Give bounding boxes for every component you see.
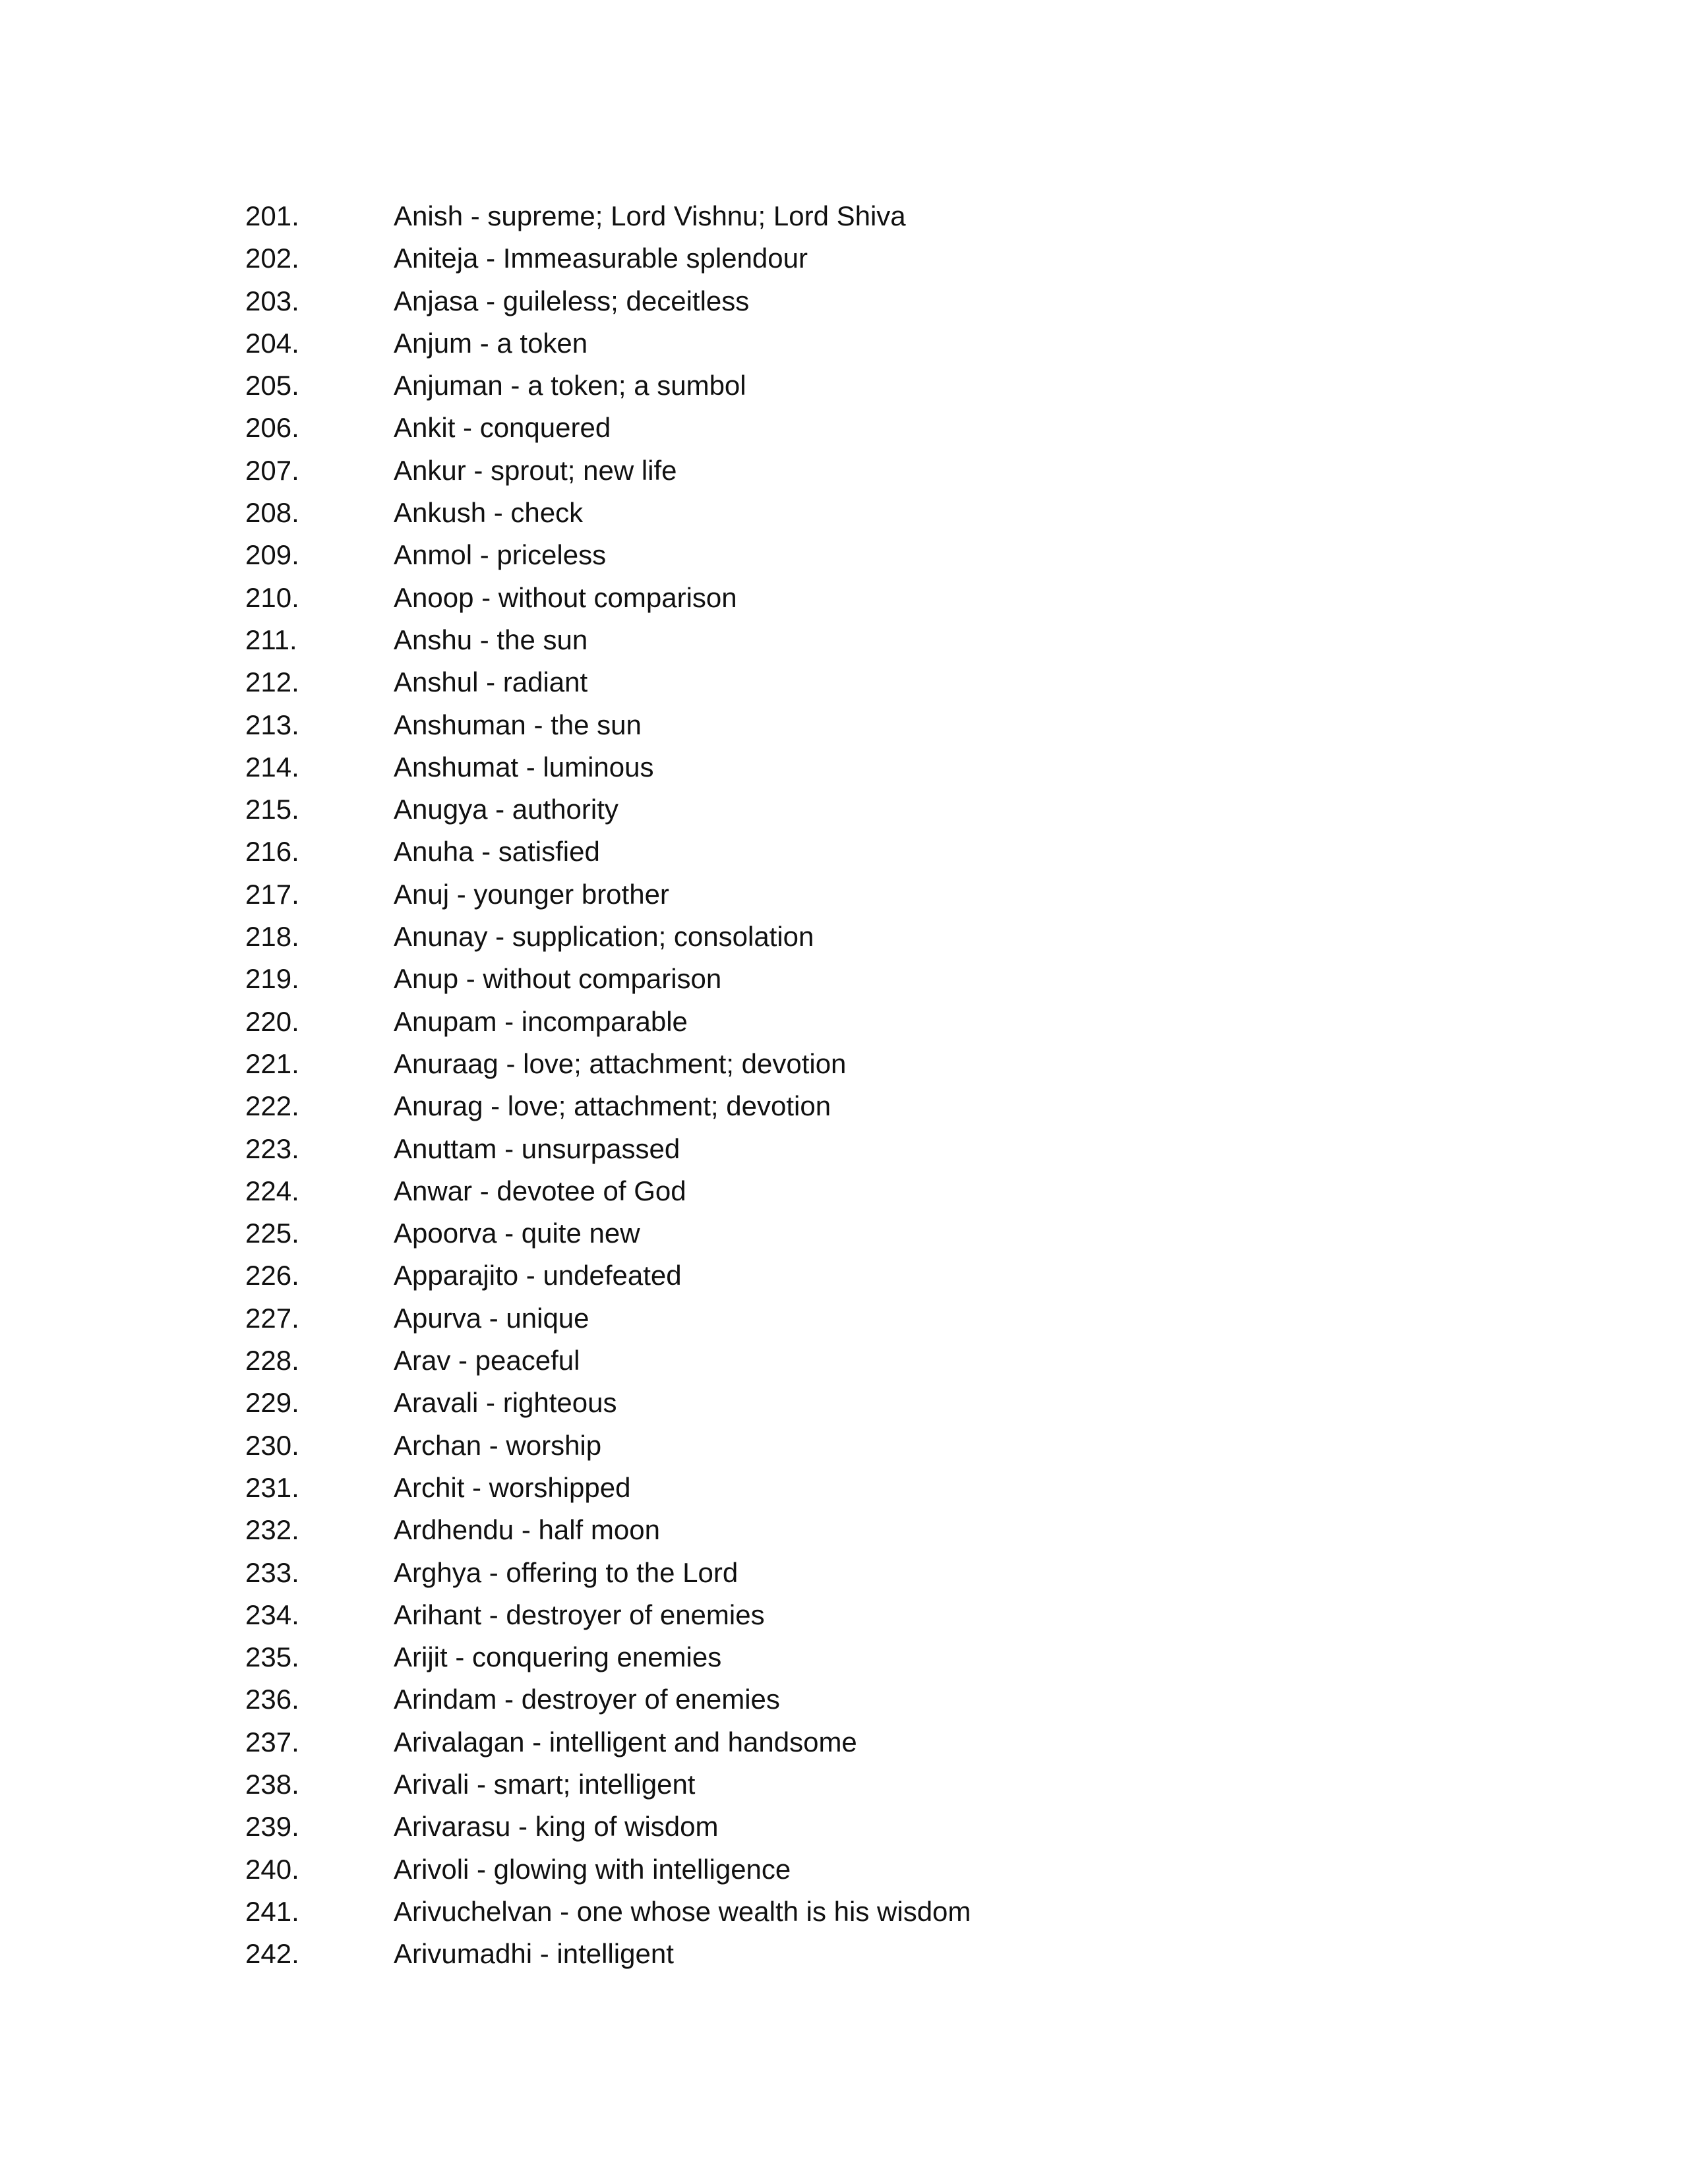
- item-text: Anish - supreme; Lord Vishnu; Lord Shiva: [394, 200, 906, 231]
- list-item: [245, 916, 1498, 958]
- list-item: [245, 1085, 1498, 1127]
- list-item: [245, 831, 1498, 873]
- item-number: 242.: [245, 1938, 299, 1970]
- item-text: Arihant - destroyer of enemies: [394, 1599, 765, 1630]
- item-text: Arivumadhi - intelligent: [394, 1938, 674, 1970]
- item-text: Anwar - devotee of God: [394, 1175, 686, 1206]
- list-item: [245, 237, 1498, 280]
- item-text: Arivoli - glowing with intelligence: [394, 1853, 791, 1885]
- list-item: [245, 1552, 1498, 1594]
- item-number: 203.: [245, 285, 299, 316]
- item-text: Anjum - a token: [394, 327, 588, 359]
- item-text: Ankit - conquered: [394, 412, 611, 444]
- list-item: [245, 450, 1498, 492]
- item-text: Anshuman - the sun: [394, 709, 642, 740]
- item-text: Archit - worshipped: [394, 1471, 631, 1503]
- item-number: 234.: [245, 1599, 299, 1630]
- list-item: [245, 1509, 1498, 1551]
- item-number: 228.: [245, 1345, 299, 1376]
- item-text: Anuraag - love; attachment; devotion: [394, 1048, 847, 1079]
- item-text: Anjasa - guileless; deceitless: [394, 285, 750, 316]
- item-number: 206.: [245, 412, 299, 444]
- list-item: [245, 619, 1498, 661]
- item-number: 241.: [245, 1895, 299, 1927]
- item-number: 214.: [245, 751, 299, 782]
- list-item: [245, 1170, 1498, 1212]
- item-text: Anshumat - luminous: [394, 751, 654, 782]
- item-text: Ankur - sprout; new life: [394, 454, 677, 486]
- item-number: 213.: [245, 709, 299, 740]
- list-item: [245, 280, 1498, 322]
- item-number: 204.: [245, 327, 299, 359]
- item-text: Anuttam - unsurpassed: [394, 1133, 680, 1164]
- list-item: [245, 407, 1498, 449]
- item-text: Arindam - destroyer of enemies: [394, 1684, 780, 1715]
- item-text: Anurag - love; attachment; devotion: [394, 1090, 831, 1122]
- item-number: 233.: [245, 1556, 299, 1588]
- list-item: [245, 1340, 1498, 1382]
- list-item: [245, 1636, 1498, 1678]
- item-number: 202.: [245, 243, 299, 274]
- item-number: 236.: [245, 1684, 299, 1715]
- item-text: Anshu - the sun: [394, 624, 588, 655]
- item-text: Anshul - radiant: [394, 666, 588, 698]
- item-number: 218.: [245, 921, 299, 953]
- item-number: 225.: [245, 1218, 299, 1249]
- list-item: [245, 534, 1498, 576]
- list-item: [245, 1806, 1498, 1848]
- list-item: [245, 661, 1498, 703]
- list-item: [245, 577, 1498, 619]
- list-item: [245, 1043, 1498, 1085]
- item-text: Anjuman - a token; a sumbol: [394, 370, 746, 401]
- list-item: [245, 1678, 1498, 1721]
- list-item: [245, 873, 1498, 916]
- list-item: [245, 1891, 1498, 1933]
- list-item: [245, 1128, 1498, 1170]
- list-item: [245, 195, 1498, 237]
- item-number: 207.: [245, 454, 299, 486]
- item-number: 211.: [245, 624, 297, 655]
- list-item: [245, 1933, 1498, 1975]
- item-text: Anupam - incomparable: [394, 1005, 688, 1037]
- item-text: Arivalagan - intelligent and handsome: [394, 1726, 857, 1757]
- list-item: [245, 1763, 1498, 1806]
- item-number: 222.: [245, 1090, 299, 1122]
- item-text: Anuj - younger brother: [394, 878, 669, 910]
- item-text: Arav - peaceful: [394, 1345, 580, 1376]
- list-item: [245, 1594, 1498, 1636]
- list-item: [245, 492, 1498, 534]
- item-text: Anoop - without comparison: [394, 581, 737, 613]
- item-text: Apparajito - undefeated: [394, 1260, 682, 1291]
- item-text: Arivuchelvan - one whose wealth is his wisdom: [394, 1895, 971, 1927]
- item-text: Apurva - unique: [394, 1302, 589, 1334]
- item-text: Anuha - satisfied: [394, 836, 600, 868]
- list-item: [245, 1467, 1498, 1509]
- item-number: 212.: [245, 666, 299, 698]
- item-number: 223.: [245, 1133, 299, 1164]
- item-text: Ardhendu - half moon: [394, 1514, 660, 1546]
- item-number: 205.: [245, 370, 299, 401]
- item-number: 201.: [245, 200, 299, 231]
- item-text: Arivarasu - king of wisdom: [394, 1811, 719, 1843]
- item-number: 230.: [245, 1429, 299, 1461]
- list-item: [245, 1297, 1498, 1340]
- list-item: [245, 322, 1498, 365]
- item-number: 240.: [245, 1853, 299, 1885]
- item-text: Aniteja - Immeasurable splendour: [394, 243, 808, 274]
- item-number: 231.: [245, 1471, 299, 1503]
- item-number: 239.: [245, 1811, 299, 1843]
- item-number: 217.: [245, 878, 299, 910]
- item-text: Aravali - righteous: [394, 1387, 617, 1419]
- list-item: [245, 1254, 1498, 1297]
- name-list: [245, 195, 1498, 1975]
- item-text: Anugya - authority: [394, 794, 618, 825]
- list-item: [245, 788, 1498, 831]
- item-number: 235.: [245, 1641, 299, 1673]
- item-number: 210.: [245, 581, 299, 613]
- item-text: Arivali - smart; intelligent: [394, 1768, 696, 1800]
- list-item: [245, 1382, 1498, 1424]
- item-number: 226.: [245, 1260, 299, 1291]
- item-text: Ankush - check: [394, 497, 584, 529]
- item-number: 216.: [245, 836, 299, 868]
- list-item: [245, 1848, 1498, 1891]
- list-item: [245, 746, 1498, 788]
- item-number: 220.: [245, 1005, 299, 1037]
- item-text: Arghya - offering to the Lord: [394, 1556, 738, 1588]
- item-number: 208.: [245, 497, 299, 529]
- list-item: [245, 1721, 1498, 1763]
- item-number: 232.: [245, 1514, 299, 1546]
- list-item: [245, 1425, 1498, 1467]
- item-number: 221.: [245, 1048, 299, 1079]
- item-text: Archan - worship: [394, 1429, 602, 1461]
- list-item: [245, 1001, 1498, 1043]
- item-text: Anunay - supplication; consolation: [394, 921, 814, 953]
- item-number: 224.: [245, 1175, 299, 1206]
- item-text: Anmol - priceless: [394, 539, 607, 571]
- item-number: 209.: [245, 539, 299, 571]
- item-text: Apoorva - quite new: [394, 1218, 640, 1249]
- item-number: 215.: [245, 794, 299, 825]
- item-text: Arijit - conquering enemies: [394, 1641, 722, 1673]
- list-item: [245, 704, 1498, 746]
- item-number: 238.: [245, 1768, 299, 1800]
- list-item: [245, 365, 1498, 407]
- list-item: [245, 958, 1498, 1000]
- list-item: [245, 1212, 1498, 1254]
- item-number: 227.: [245, 1302, 299, 1334]
- item-text: Anup - without comparison: [394, 963, 722, 995]
- item-number: 237.: [245, 1726, 299, 1757]
- item-number: 219.: [245, 963, 299, 995]
- item-number: 229.: [245, 1387, 299, 1419]
